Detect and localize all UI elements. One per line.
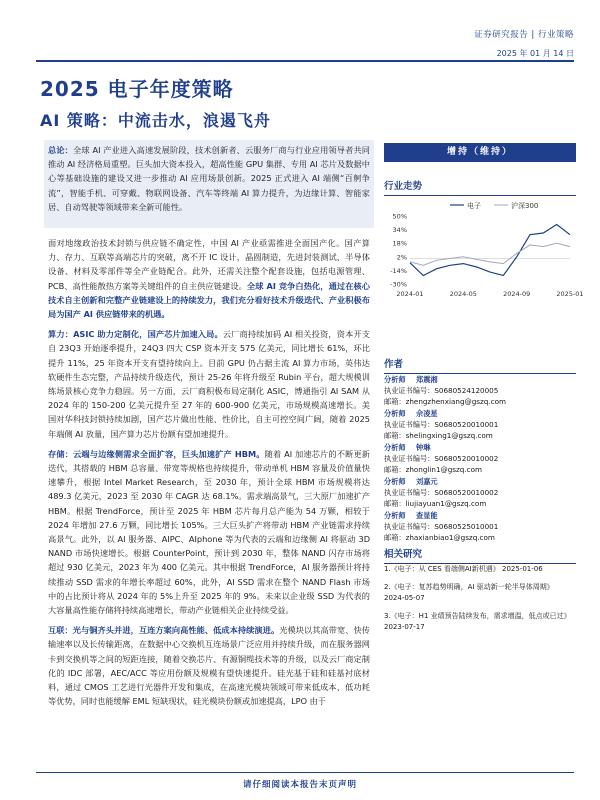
related-title: 3.《电子：H1 业绩预告陆续发布，需求增温，低点或已过》 (384, 612, 571, 620)
related-date: 2023-07-17 (384, 623, 425, 631)
related-item[interactable] (384, 564, 576, 575)
related-date: 2024-05-07 (384, 594, 425, 602)
author-cert: 执业证书编号：S0680520010002 (384, 488, 499, 497)
authors-heading: 作者 (384, 356, 576, 374)
author-label: 分析师 (384, 409, 406, 418)
paragraph-interconnect (48, 623, 370, 708)
trend-heading: 行业走势 (384, 178, 576, 196)
report-date: 2025 年 01 月 14 日 (496, 49, 574, 58)
author-cert: 执业证书编号：S0680520010002 (384, 454, 499, 463)
report-subtitle: AI 策略：中流击水，浪遏飞舟 (40, 111, 271, 130)
author-label: 分析师 (384, 477, 406, 486)
footer-disclaimer: 请仔细阅读本报告末页声明 (242, 780, 357, 790)
header-divider (36, 60, 574, 62)
author-block (384, 476, 576, 509)
author-block (384, 510, 576, 543)
y-tick-label: -14% (390, 266, 407, 275)
trend-chart (384, 196, 584, 306)
related-date: 2025-01-06 (501, 565, 543, 573)
legend-label-electronics: 电子 (467, 202, 481, 210)
related-heading: 相关研究 (384, 546, 576, 564)
summary-text: 全球 AI 产业进入高速发展阶段，技术创新者、云服务厂商与行业应用领导者共同推动 AI 经济格局重塑。巨头加大资本投入，超高性能 GPU 集群、专用 AI 芯片及数据中心等基础设施的建设又进一步推动 AI 应用场景创新。2025 正式进入 AI 端侧“百舸争流”，智能手机、可穿戴、物联网设备、汽车等终端 AI 算力提升，为边缘计算、智能家居、自动驾驶等领域带来全新可能性。 (48, 145, 370, 212)
x-tick-label: 2024-09 (503, 290, 531, 298)
series-line-csi300 (410, 243, 570, 265)
para2-text: 面对地缘政治技术封锁与供应链不确定性，中国 AI 产业亟需推进全面国产化。国产算力、存力、互联等高端芯片的突破，离不开 IC 设计，晶圆制造，先进封装测试、半导体设备、材料及零部件等全产业链配合。此外，还需关注整个配套设施，包括电源管理、PCB、高性能散热方案等关键组件的自主供应链建设。 (48, 238, 370, 291)
author-label: 分析师 (384, 375, 406, 384)
para2-bold: 全球 AI 竞争白热化，通过在核心技术自主创新和完整产业链建设上的持续发力，我们充分看好技术升级迭代、产业积极布局为国产 AI 供应链带来的机遇。 (48, 280, 370, 320)
summary-lead: 总论： (48, 145, 74, 155)
series-line-electronics (410, 225, 570, 276)
author-label: 分析师 (384, 511, 406, 520)
author-email[interactable]: 邮箱：liujiayuan1@gszq.com (384, 499, 487, 508)
y-tick-label: -30% (390, 280, 407, 289)
author-cert: 执业证书编号：S0680524120005 (384, 386, 499, 395)
footer-divider (36, 772, 574, 773)
y-tick-label: 50% (392, 212, 407, 221)
legend-label-csi300: 沪深300 (511, 202, 539, 210)
author-name: 钟琳 (416, 443, 431, 452)
x-tick-label: 2024-01 (396, 290, 424, 298)
paragraph-storage (48, 447, 370, 617)
authors-list (384, 374, 576, 544)
para3-lead: 算力：ASIC 助力定制化，国产芯片加速入局。 (48, 329, 223, 340)
paragraph-supply-chain (48, 236, 370, 321)
author-email[interactable]: 邮箱：zhengzhenxiang@gszq.com (384, 397, 506, 406)
para5-lead: 互联：光与铜齐头并进，互连方案向高性能、低成本持续演进。 (48, 625, 280, 636)
report-category: 证券研究报告 | 行业策略 (474, 30, 574, 40)
y-tick-label: 2% (396, 253, 407, 262)
main-column (48, 236, 370, 715)
para4-lead: 存储：云端与边缘侧需求全面扩容，巨头加速扩产 HBM。 (48, 448, 265, 459)
author-cert: 执业证书编号：S0680520010001 (384, 420, 499, 429)
x-tick-label: 2024-05 (449, 290, 477, 298)
author-name: 查显能 (416, 511, 438, 520)
author-label: 分析师 (384, 443, 406, 452)
author-cert: 执业证书编号：S0680525010001 (384, 522, 499, 531)
related-item[interactable] (384, 582, 576, 604)
author-email[interactable]: 邮箱：shelingxing1@gszq.com (384, 431, 493, 440)
para3-text: 云厂商持续加码 AI 相关投资，资本开支自 23Q3 开始逐季提升，24Q3 四大 CSP 资本开支 575 亿美元，同比增长 61%，环比提升 11%，25 年资本开支有望持续向上。目前 GPU 仍占据主流 AI 算力市场，英伟达软硬件生态完整，产品持续升级迭代，预计 25-26 年将升级至 Rubin 平台，超大规模训练场景核心竞争力稳固。另一方面，云厂商积极布局定制化 ASIC，博通指引 AI SAM 从 2024 年的 150-200 亿美元提升至 27 年的 600-900 亿美元，市场规模高速增长。美国对华科技封锁持续加剧，国产芯片做出性能、性价比，自主可控空间广阔，随着 2025 年端侧 AI 放量，国产算力芯片份额有望加速提升。 (48, 329, 371, 439)
author-block (384, 374, 576, 407)
author-block (384, 442, 576, 475)
paragraph-compute (48, 327, 370, 441)
y-tick-label: 34% (392, 226, 407, 235)
x-tick-label: 2025-01 (556, 290, 584, 298)
author-name: 刘嘉元 (416, 477, 438, 486)
author-email[interactable]: 邮箱：zhaxianbiao1@gszq.com (384, 533, 495, 542)
author-name: 佘凌星 (416, 409, 438, 418)
related-list (384, 564, 576, 640)
author-email[interactable]: 邮箱：zhonglin1@gszq.com (384, 465, 482, 474)
para4-text: 随着 AI 加速芯片的不断更新迭代，其搭载的 HBM 总容量、带宽等规格也持续提升，带动单机 HBM 容量及价值量快速攀升，根据 Intel Market Research，至 2030 年，预计全球 HBM 市场规模将达 489.3 亿美元，2023 至 2030 年 CAGR 达 68.1%。需求端高景气，三大原厂加速扩产 HBM。根据 TrendForce，预计至 2025 年 HBM 芯片每月总产能为 54 万颗，相较于 2024 年增加 27.6 万颗，同比增长 105%。三大巨头扩产将带动 HBM 产业链需求持续高景气。此外，以 AI 服务器、AIPC、AIphone 等为代表的云端和边缘侧 AI 将驱动 3D NAND 市场快速增长。根据 CounterPoint，预计到 2030 年，整体 NAND 闪存市场将超过 930 亿美元，2023 年为 400 亿美元。其中根据 TrendForce，AI 服务器预计将持续推动 SSD 需求的年增长率超过 60%，此外，AI SSD 需求在整个 NAND Flash 市场中的占比预计将从 2024 年的 5%上升至 2025 年的 9%。未来以企业级 SSD 为代表的大容量高性能存储将持续高速增长，带动产业链相关企业持续受益。 (48, 448, 370, 616)
report-title: 2025 电子年度策略 (40, 77, 234, 101)
related-title: 1.《电子：从 CES 看端侧AI新机遇》 (384, 565, 500, 573)
summary-paragraph (48, 143, 370, 214)
author-name: 郑震湘 (416, 375, 438, 384)
related-item[interactable] (384, 611, 576, 633)
author-block (384, 408, 576, 441)
y-tick-label: 18% (392, 239, 407, 248)
related-title: 2.《电子：复苏趋势明确，AI 驱动新一轮半导体周期》 (384, 583, 554, 591)
rating-badge: 增持（维持） (384, 143, 576, 162)
para5-text: 光模块以其高带宽、快传输速率以及长传输距离，在数据中心交换机互连场景广泛应用并持续升级，而在服务器网卡到交换机等之间的短距连接，随着交换芯片、有源铜缆技术等的升级，以及云厂商定制化的 IDC 部署，AEC/ACC 等应用份额及规模有望快速提升。硅光基于硅和硅基衬底材料，通过 CMOS 工艺进行光器件开发和集成，在高速光模块领域可带来低成本、低功耗等优势，同时也能缓解 EML 短缺现状，硅光模块份额或加速提高，LPO 由于 (48, 625, 370, 707)
